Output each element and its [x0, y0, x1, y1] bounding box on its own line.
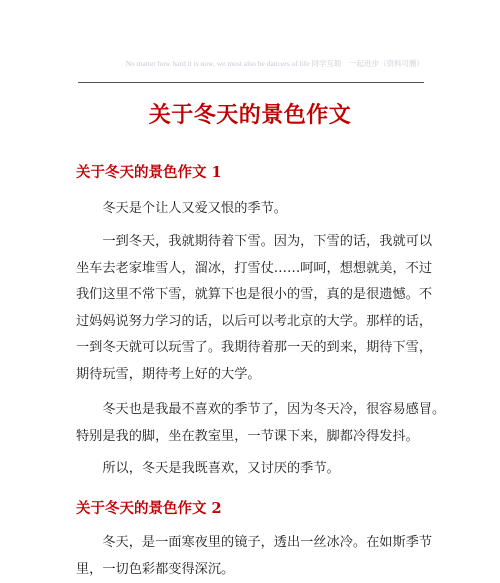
paragraph: [76, 397, 426, 450]
header-divider: [78, 82, 424, 83]
paragraph-line: 一到冬天，我就期待着下雪。因为，下雪的话，我就可以: [76, 229, 426, 256]
paragraph: [76, 229, 426, 388]
header-slogan: No matter how hard it is now, we must also be dancers of life 同学互助 一起进步（资料可删）: [78, 58, 424, 69]
paragraph-line: 一到冬天就可以玩雪了。我期待着那一天的到来，期待下雪，: [76, 335, 426, 362]
paragraph-line: 坐车去老家堆雪人，溜冰，打雪仗……呵呵，想想就美，不过: [76, 256, 426, 283]
paragraph-line: 特别是我的脚，坐在教室里，一节课下来，脚都冷得发抖。: [76, 424, 426, 451]
section-heading-2: 关于冬天的景色作文 2: [76, 497, 222, 518]
document-title: 关于冬天的景色作文: [0, 98, 500, 129]
paragraph-line: 里，一切色彩都变得深沉。: [76, 557, 426, 583]
paragraph-line: 期待玩雪，期待考上好的大学。: [76, 362, 426, 389]
paragraph-line: 我们这里不常下雪，就算下也是很小的雪，真的是很遗憾。不: [76, 282, 426, 309]
paragraph-line: 所以，冬天是我既喜欢，又讨厌的季节。: [76, 456, 426, 483]
paragraph-line: 过妈妈说努力学习的话，以后可以考北京的大学。那样的话，: [76, 309, 426, 336]
section-heading-1: 关于冬天的景色作文 1: [76, 161, 222, 182]
paragraph: [76, 196, 426, 223]
paragraph-line: 冬天，是一面寒夜里的镜子，透出一丝冰冷。在如斯季节: [76, 530, 426, 557]
paragraph-line: 冬天也是我最不喜欢的季节了，因为冬天冷，很容易感冒。: [76, 397, 426, 424]
paragraph: [76, 530, 426, 583]
paragraph-line: 冬天是个让人又爱又恨的季节。: [76, 196, 426, 223]
paragraph: [76, 456, 426, 483]
